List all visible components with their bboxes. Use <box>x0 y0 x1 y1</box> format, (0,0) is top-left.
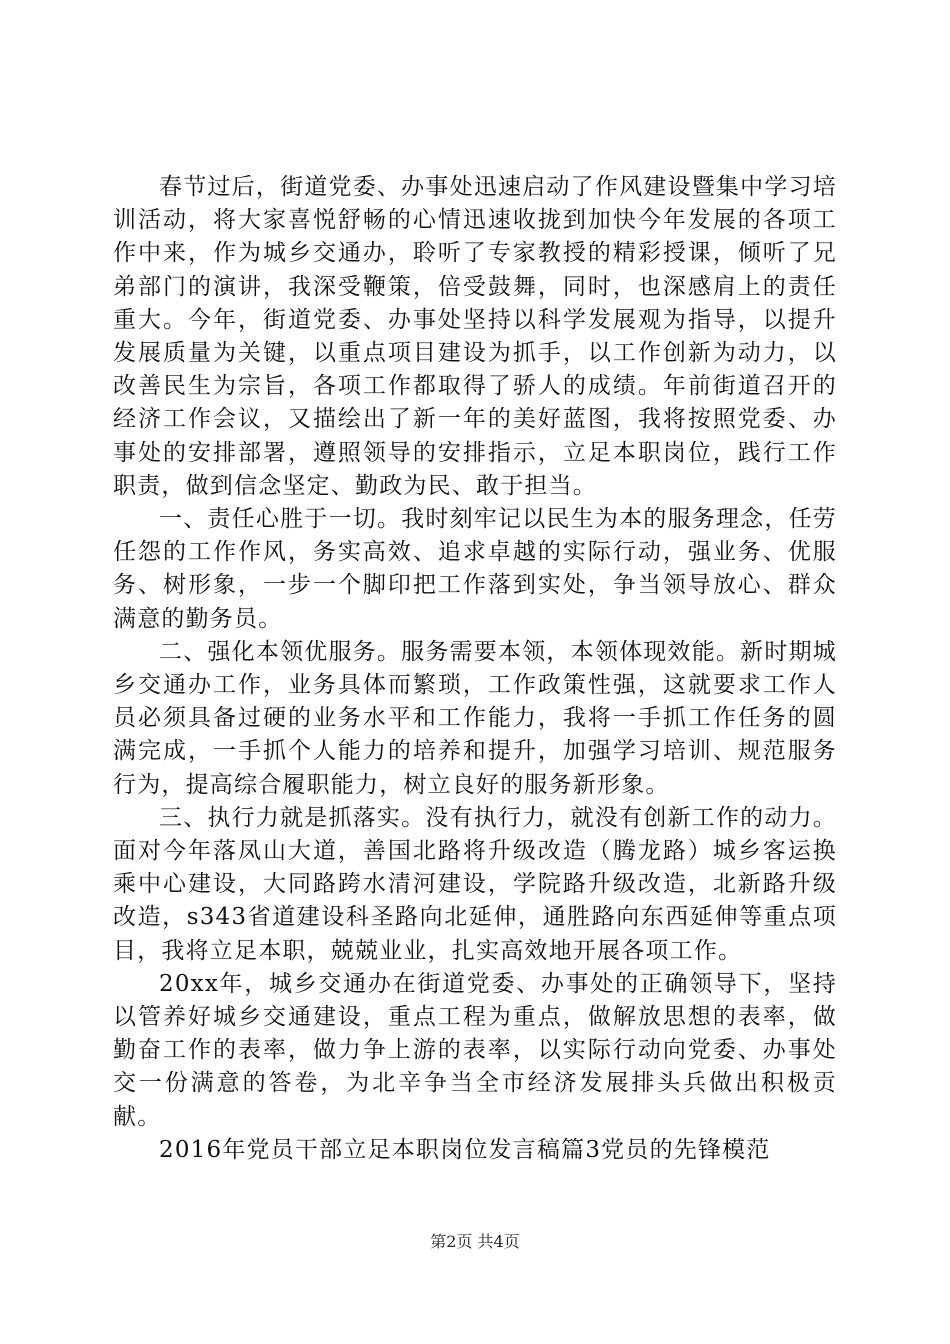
page-footer: 第2页 共4页 <box>430 1232 520 1251</box>
paragraph-next-section: 2016年党员干部立足本职岗位发言稿篇3党员的先锋模范 <box>159 1136 771 1163</box>
paragraph-intro: 春节过后，街道党委、办事处迅速启动了作风建设暨集中学习培训活动，将大家喜悦舒畅的心情迅速收拢到加快今年发展的各项工作中来，作为城乡交通办，聆听了专家教授的精彩授课，倾听了兄弟部门的演讲，我深受鞭策，倍受鼓舞，同时，也深感肩上的责任重大。今年，街道党委、办事处坚持以科学发展观为指导，以提升发展质量为关键，以重点项目建设为抓手，以工作创新为动力，以改善民生为宗旨，各项工作都取得了骄人的成绩。年前街道召开的经济工作会议，又描绘出了新一年的美好蓝图，我将按照党委、办事处的安排部署，遵照领导的安排指示，立足本职岗位，践行工作职责，做到信念坚定、勤政为民、敢于担当。 <box>113 174 837 499</box>
paragraph-responsibility: 一、责任心胜于一切。我时刻牢记以民生为本的服务理念，任劳任怨的工作作风，务实高效、追求卓越的实际行动，强业务、优服务、树形象，一步一个脚印把工作落到实处，争当领导放心、群众满意的勤务员。 <box>113 506 837 632</box>
paragraph-execution: 三、执行力就是抓落实。没有执行力，就没有创新工作的动力。面对今年落凤山大道，善国北路将升级改造（腾龙路）城乡客运换乘中心建设，大同路跨水清河建设，学院路升级改造，北新路升级改造，s343省道建设科圣路向北延伸，通胜路向东西延伸等重点项目，我将立足本职，兢兢业业，扎实高效地开展各项工作。 <box>113 804 837 964</box>
document-body <box>113 171 837 1167</box>
paragraph-capability: 二、强化本领优服务。服务需要本领，本领体现效能。新时期城乡交通办工作，业务具体而繁琐，工作政策性强，这就要求工作人员必须具备过硬的业务水平和工作能力，我将一手抓工作任务的圆满完成，一手抓个人能力的培养和提升，加强学习培训、规范服务行为，提高综合履职能力，树立良好的服务新形象。 <box>113 638 837 798</box>
paragraph-conclusion: 20xx年，城乡交通办在街道党委、办事处的正确领导下，坚持以管养好城乡交通建设，重点工程为重点，做解放思想的表率，做勤奋工作的表率，做力争上游的表率，以实际行动向党委、办事处交一份满意的答卷，为北辛争当全市经济发展排头兵做出积极贡献。 <box>113 970 837 1130</box>
